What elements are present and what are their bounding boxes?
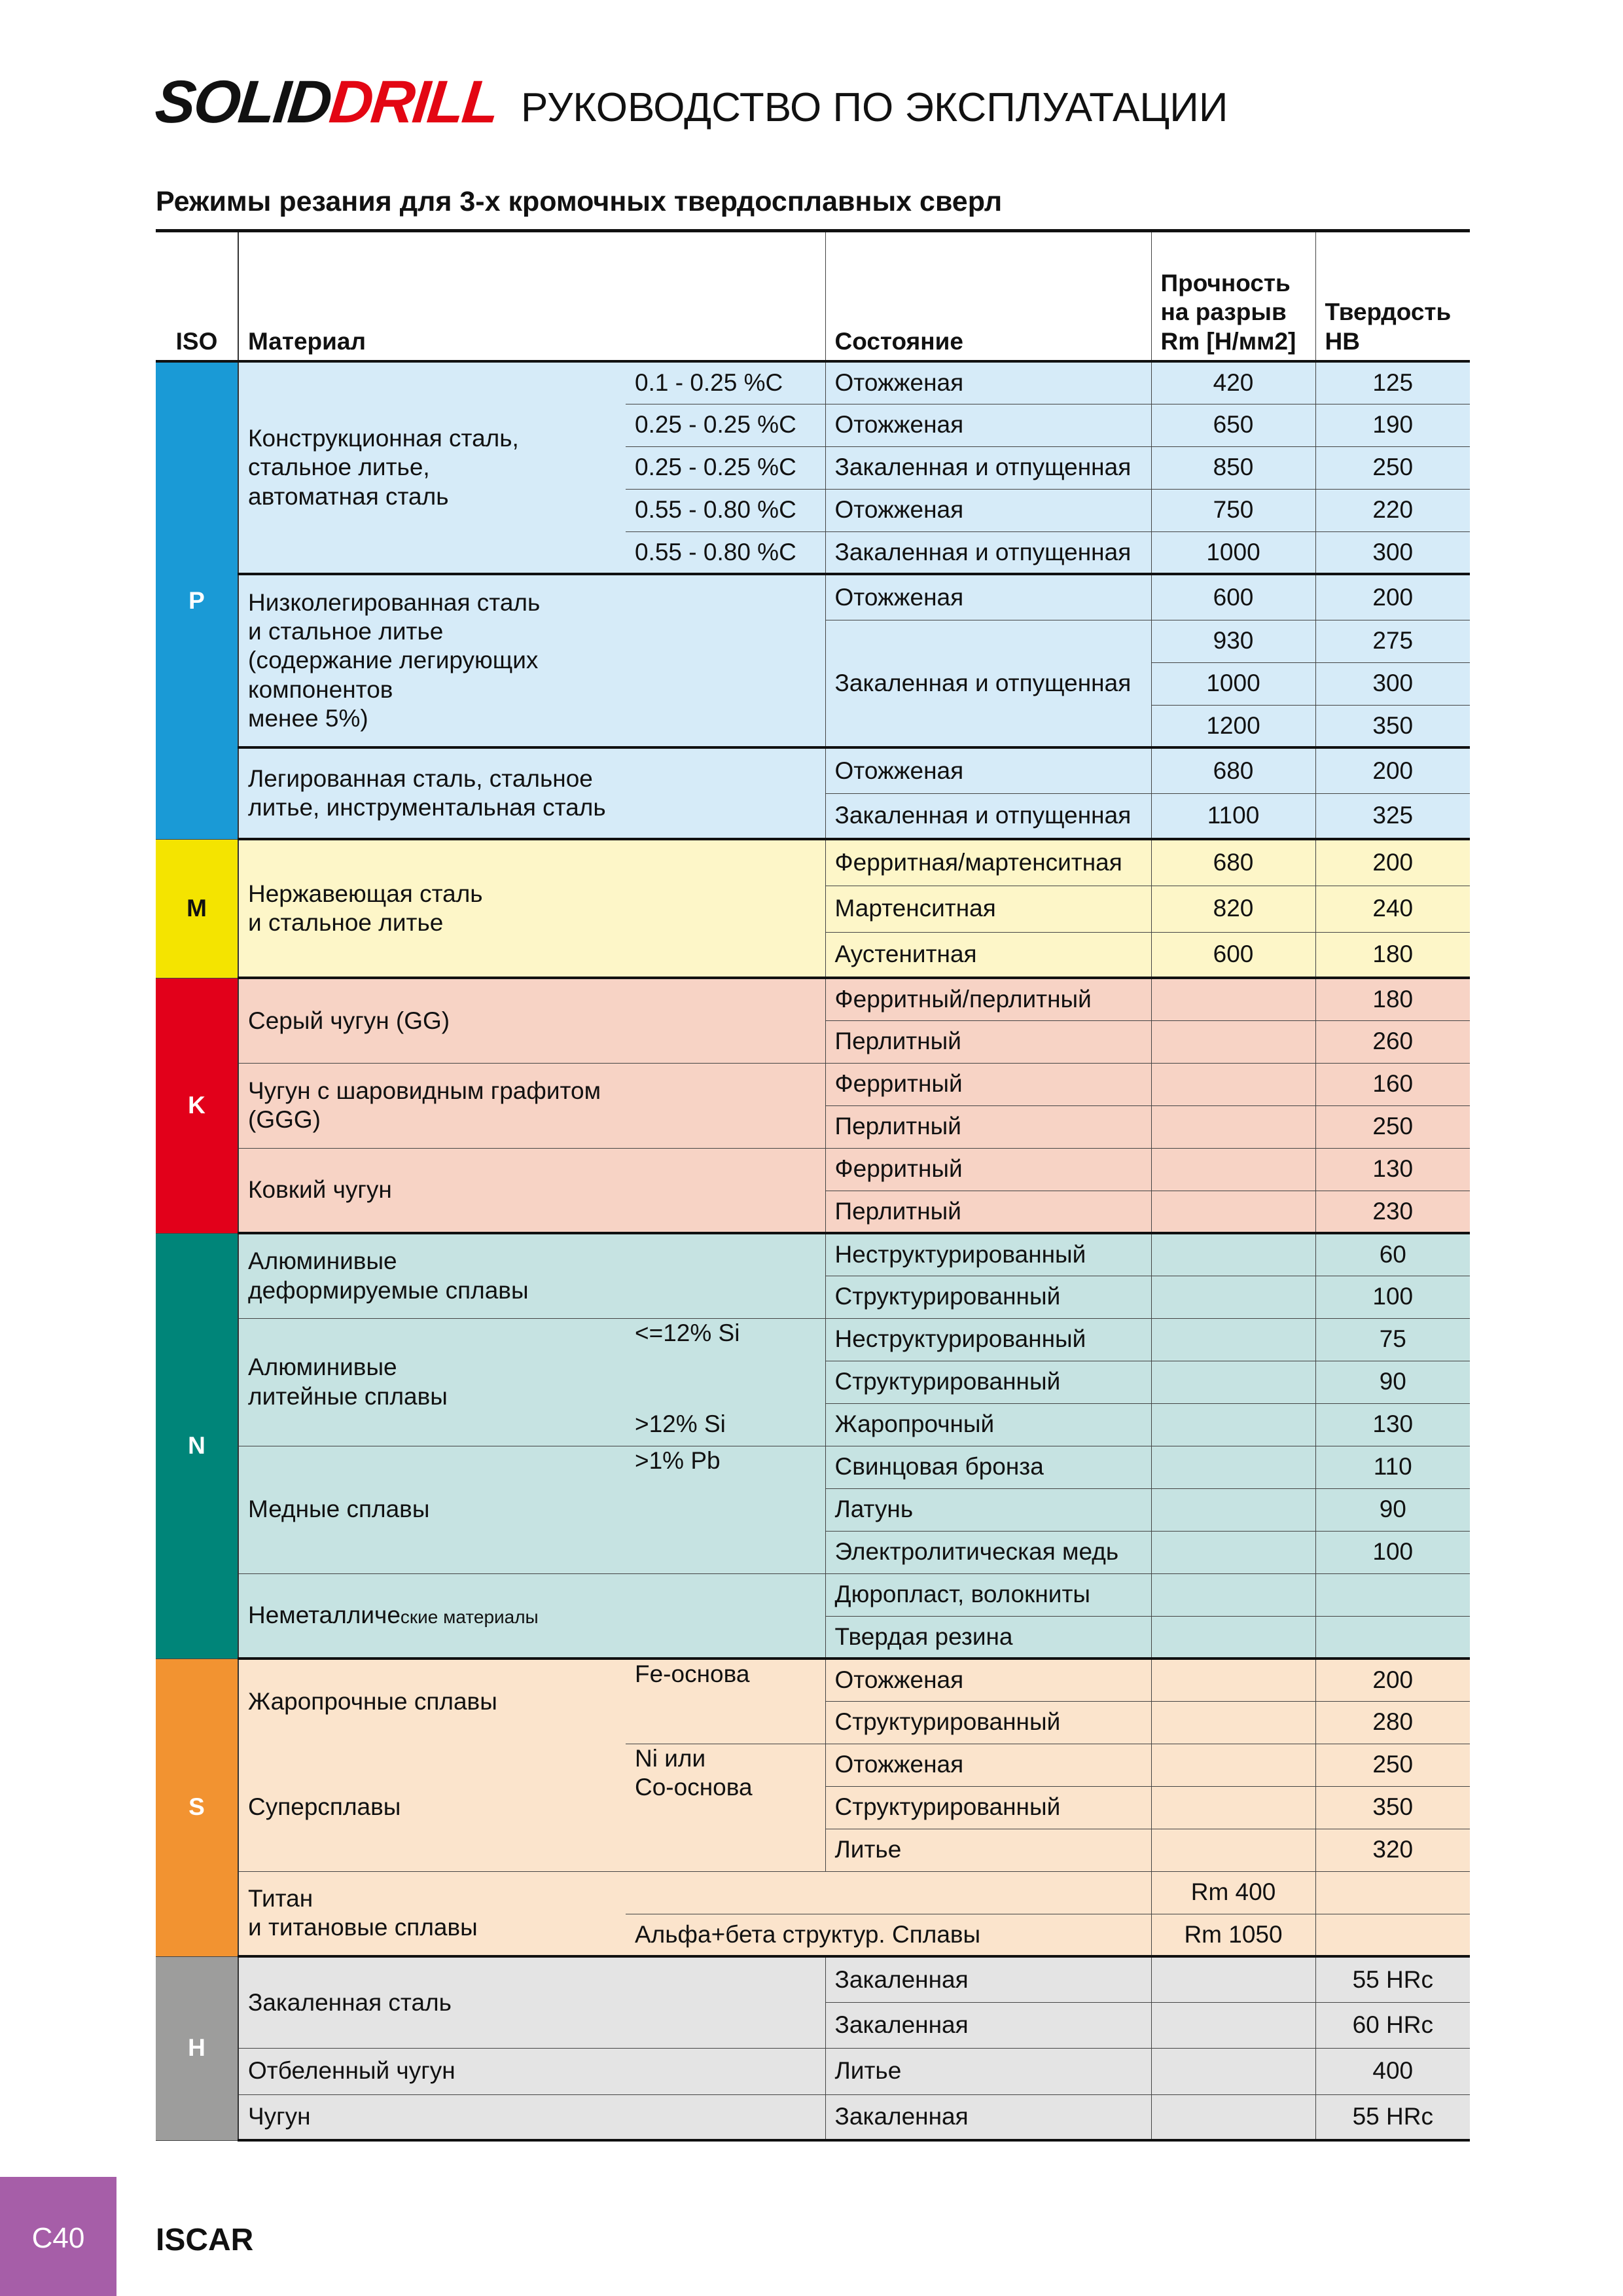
state-cell: Жаропрочный	[825, 1403, 1151, 1446]
hb-cell: 200	[1315, 1659, 1470, 1701]
rm-cell: 1000	[1151, 531, 1315, 574]
material-line: Легированная сталь, стальное	[248, 764, 593, 792]
state-cell: Мартенситная	[825, 886, 1151, 932]
state-cell: Дюропласт, волокниты	[825, 1573, 1151, 1616]
cutting-modes-table	[156, 232, 1470, 2142]
material-line: (GGG)	[248, 1106, 321, 1133]
carbon-range: 0.1 - 0.25 %C	[626, 361, 825, 404]
material-non-metallic	[238, 1573, 825, 1659]
hb-cell: 55 HRc	[1315, 1956, 1470, 2002]
rm-cell: 600	[1151, 932, 1315, 978]
state-cell: Ферритная/мартенситная	[825, 839, 1151, 886]
iso-h-cell: H	[156, 1956, 238, 2140]
state-cell: Отожженая	[825, 574, 1151, 620]
state-cell: Закаленная	[825, 2094, 1151, 2140]
header-state: Состояние	[825, 232, 1151, 361]
base-fe: Fe-основа	[626, 1659, 825, 1744]
state-cell: Структурированный	[825, 1701, 1151, 1744]
iso-p-cell: P	[156, 361, 238, 839]
state-cell: Отожженая	[825, 1659, 1151, 1701]
material-alloy-steel	[238, 747, 825, 839]
rm-cell: 930	[1151, 620, 1315, 662]
rm-cell: 1100	[1151, 793, 1315, 839]
iso-m-cell: M	[156, 839, 238, 978]
rm-cell	[1151, 1361, 1315, 1403]
rm-cell	[1151, 1191, 1315, 1233]
hb-cell: 240	[1315, 886, 1470, 932]
rm-cell	[1151, 1276, 1315, 1318]
rm-cell	[1151, 1531, 1315, 1573]
rm-cell	[1151, 1659, 1315, 1701]
header-strength-line3: Rm [Н/мм2]	[1160, 327, 1296, 355]
rm-cell	[1151, 1063, 1315, 1105]
header-iso: ISO	[156, 232, 238, 361]
material-ductile-iron	[238, 1063, 825, 1148]
table-row	[156, 1659, 1470, 1701]
table-row	[156, 1318, 1470, 1361]
material-line: (содержание легирующих	[248, 647, 539, 674]
table-row	[156, 1573, 1470, 1616]
material-hardened-steel: Закаленная сталь	[238, 1956, 825, 2048]
state-cell: Неструктурированный	[825, 1318, 1151, 1361]
table-row	[156, 1148, 1470, 1191]
table-row	[156, 839, 1470, 886]
hb-cell: 350	[1315, 1786, 1470, 1829]
rm-cell	[1151, 1318, 1315, 1361]
state-cell: Твердая резина	[825, 1616, 1151, 1659]
state-cell: Перлитный	[825, 1105, 1151, 1148]
rm-cell: Rm 1050	[1151, 1914, 1315, 1956]
state-cell: Закаленная	[825, 2002, 1151, 2048]
material-name-small: ские материалы	[400, 1607, 539, 1628]
state-cell: Закаленная и отпущенная	[825, 446, 1151, 489]
carbon-range: 0.55 - 0.80 %C	[626, 531, 825, 574]
hb-cell: 180	[1315, 932, 1470, 978]
iso-s-cell: S	[156, 1659, 238, 1956]
base-ni-co	[626, 1744, 825, 1871]
material-titanium	[238, 1871, 626, 1956]
hb-cell: 60	[1315, 1233, 1470, 1276]
hb-cell	[1315, 1616, 1470, 1659]
material-structural-steel	[238, 361, 626, 574]
hb-cell: 230	[1315, 1191, 1470, 1233]
rm-cell	[1151, 1233, 1315, 1276]
material-grey-cast-iron: Серый чугун (GG)	[238, 978, 825, 1063]
state-cell: Ферритный/перлитный	[825, 978, 1151, 1020]
base-line: Ni или	[635, 1744, 706, 1772]
material-line: Алюминивые	[248, 1247, 397, 1275]
state-cell: Закаленная	[825, 1956, 1151, 2002]
rm-cell	[1151, 1701, 1315, 1744]
rm-cell: 680	[1151, 747, 1315, 793]
state-cell: Структурированный	[825, 1361, 1151, 1403]
header-strength	[1151, 232, 1315, 361]
hb-cell: 280	[1315, 1701, 1470, 1744]
state-cell: Закаленная и отпущенная	[825, 793, 1151, 839]
rm-cell: 750	[1151, 489, 1315, 531]
table-row	[156, 1744, 1470, 1786]
table-row	[156, 978, 1470, 1020]
hb-cell: 130	[1315, 1403, 1470, 1446]
carbon-range: 0.55 - 0.80 %C	[626, 489, 825, 531]
state-cell: Электролитическая медь	[825, 1531, 1151, 1573]
rm-cell: 420	[1151, 361, 1315, 404]
rm-cell: Rm 400	[1151, 1871, 1315, 1914]
material-name-main: Неметалличе	[248, 1602, 401, 1629]
rm-cell	[1151, 2048, 1315, 2094]
hb-cell: 320	[1315, 1829, 1470, 1871]
rm-cell	[1151, 1956, 1315, 2002]
rm-cell	[1151, 1020, 1315, 1063]
hb-cell: 75	[1315, 1318, 1470, 1361]
hb-cell	[1315, 1871, 1470, 1914]
page-header	[152, 60, 1228, 135]
table-row	[156, 574, 1470, 620]
state-cell: Аустенитная	[825, 932, 1151, 978]
hb-cell: 400	[1315, 2048, 1470, 2094]
state-cell: Структурированный	[825, 1276, 1151, 1318]
hb-cell: 220	[1315, 489, 1470, 531]
solid-drill-logo	[152, 69, 501, 135]
rm-cell	[1151, 1148, 1315, 1191]
material-line: автоматная сталь	[248, 482, 449, 510]
rm-cell	[1151, 978, 1315, 1020]
si-content: <=12% Si	[626, 1318, 825, 1403]
material-low-alloy-steel	[238, 574, 825, 747]
rm-cell: 820	[1151, 886, 1315, 932]
material-cast-iron: Чугун	[238, 2094, 825, 2140]
table-row	[156, 1233, 1470, 1276]
rm-cell: 650	[1151, 404, 1315, 446]
hb-cell: 325	[1315, 793, 1470, 839]
hb-cell: 300	[1315, 662, 1470, 705]
material-line: Нержавеющая сталь	[248, 880, 483, 907]
table-row	[156, 361, 1470, 404]
hb-cell: 350	[1315, 705, 1470, 747]
hb-cell: 250	[1315, 1105, 1470, 1148]
hb-cell: 100	[1315, 1276, 1470, 1318]
state-cell: Ферритный	[825, 1148, 1151, 1191]
hb-cell: 110	[1315, 1446, 1470, 1488]
alpha-beta-label: Альфа+бета структур. Сплавы	[626, 1914, 1151, 1956]
rm-cell: 1200	[1151, 705, 1315, 747]
state-cell: Закаленная и отпущенная	[825, 620, 1151, 747]
page-number: C40	[31, 2222, 85, 2254]
state-cell: Литье	[825, 1829, 1151, 1871]
iso-k-cell: K	[156, 978, 238, 1233]
state-cell: Перлитный	[825, 1020, 1151, 1063]
material-superalloys: Суперсплавы	[238, 1744, 626, 1871]
titanium-blank	[626, 1871, 1151, 1914]
hb-cell: 250	[1315, 446, 1470, 489]
rm-cell: 680	[1151, 839, 1315, 886]
rm-cell	[1151, 1403, 1315, 1446]
material-line: и титановые сплавы	[248, 1914, 478, 1941]
state-cell: Перлитный	[825, 1191, 1151, 1233]
hb-cell: 300	[1315, 531, 1470, 574]
rm-cell	[1151, 1573, 1315, 1616]
pb-content: >1% Pb	[626, 1446, 825, 1573]
rm-cell	[1151, 1616, 1315, 1659]
hb-cell	[1315, 1573, 1470, 1616]
si-content: >12% Si	[626, 1403, 825, 1446]
material-line: менее 5%)	[248, 705, 368, 732]
hb-cell: 90	[1315, 1361, 1470, 1403]
section-title: Режимы резания для 3-х кромочных твердосплавных сверл	[156, 186, 1003, 217]
hb-cell: 125	[1315, 361, 1470, 404]
material-chilled-cast-iron: Отбеленный чугун	[238, 2048, 825, 2094]
table-row	[156, 2094, 1470, 2140]
carbon-range: 0.25 - 0.25 %C	[626, 446, 825, 489]
material-line: деформируемые сплавы	[248, 1276, 529, 1304]
hb-cell: 200	[1315, 839, 1470, 886]
rm-cell	[1151, 1446, 1315, 1488]
rm-cell: 600	[1151, 574, 1315, 620]
hb-cell: 200	[1315, 574, 1470, 620]
state-cell: Структурированный	[825, 1786, 1151, 1829]
carbon-range: 0.25 - 0.25 %C	[626, 404, 825, 446]
header-hardness-line2: HB	[1325, 327, 1360, 355]
state-cell: Отожженая	[825, 361, 1151, 404]
header-hardness-line1: Твердость	[1325, 298, 1452, 326]
rm-cell: 1000	[1151, 662, 1315, 705]
hb-cell: 250	[1315, 1744, 1470, 1786]
material-line: Конструкционная сталь,	[248, 424, 519, 452]
rm-cell	[1151, 1488, 1315, 1531]
rm-cell	[1151, 2094, 1315, 2140]
rm-cell	[1151, 2002, 1315, 2048]
state-cell: Свинцовая бронза	[825, 1446, 1151, 1488]
material-heat-resistant-alloys: Жаропрочные сплавы	[238, 1659, 626, 1744]
table-row	[156, 1871, 1470, 1914]
state-cell: Ферритный	[825, 1063, 1151, 1105]
hb-cell: 100	[1315, 1531, 1470, 1573]
logo-solid: SOLID	[152, 69, 334, 135]
state-cell: Латунь	[825, 1488, 1151, 1531]
logo-drill: DRILL	[326, 69, 501, 135]
hb-cell: 60 HRc	[1315, 2002, 1470, 2048]
hb-cell	[1315, 1914, 1470, 1956]
material-line: компонентов	[248, 675, 393, 703]
material-line: и стальное литье	[248, 909, 444, 936]
header-strength-line1: Прочность	[1160, 269, 1291, 296]
header-hardness	[1315, 232, 1470, 361]
table-row	[156, 1956, 1470, 2002]
header-material: Материал	[238, 232, 825, 361]
hb-cell: 90	[1315, 1488, 1470, 1531]
hb-cell: 180	[1315, 978, 1470, 1020]
brand-footer: ISCAR	[156, 2223, 254, 2257]
state-cell: Неструктурированный	[825, 1233, 1151, 1276]
table-row	[156, 2048, 1470, 2094]
hb-cell: 55 HRc	[1315, 2094, 1470, 2140]
table-row	[156, 1446, 1470, 1488]
manual-title: РУКОВОДСТВО ПО ЭКСПЛУАТАЦИИ	[520, 85, 1228, 130]
state-cell: Отожженая	[825, 404, 1151, 446]
material-cast-aluminium	[238, 1318, 626, 1446]
hb-cell: 190	[1315, 404, 1470, 446]
rm-cell: 850	[1151, 446, 1315, 489]
state-cell: Отожженая	[825, 747, 1151, 793]
hb-cell: 200	[1315, 747, 1470, 793]
hb-cell: 160	[1315, 1063, 1470, 1105]
rm-cell	[1151, 1829, 1315, 1871]
material-copper-alloys: Медные сплавы	[238, 1446, 626, 1573]
header-strength-line2: на разрыв	[1160, 298, 1287, 326]
material-malleable-iron: Ковкий чугун	[238, 1148, 825, 1233]
table-header-row	[156, 232, 1470, 361]
state-cell: Отожженая	[825, 1744, 1151, 1786]
rm-cell	[1151, 1786, 1315, 1829]
material-line: и стальное литье	[248, 617, 444, 645]
material-stainless-steel	[238, 839, 825, 978]
material-line: Титан	[248, 1884, 313, 1912]
hb-cell: 260	[1315, 1020, 1470, 1063]
base-line: Co-основа	[635, 1773, 753, 1801]
material-line: Низколегированная сталь	[248, 588, 541, 616]
rm-cell	[1151, 1105, 1315, 1148]
iso-n-cell: N	[156, 1233, 238, 1659]
state-cell: Закаленная и отпущенная	[825, 531, 1151, 574]
material-line: литейные сплавы	[248, 1382, 448, 1410]
rm-cell	[1151, 1744, 1315, 1786]
material-wrought-aluminium	[238, 1233, 825, 1318]
hb-cell: 275	[1315, 620, 1470, 662]
material-line: стальное литье,	[248, 454, 430, 481]
material-line: Чугун с шаровидным графитом	[248, 1077, 601, 1104]
state-cell: Литье	[825, 2048, 1151, 2094]
table-row	[156, 1063, 1470, 1105]
material-line: Алюминивые	[248, 1354, 397, 1381]
table-row	[156, 747, 1470, 793]
hb-cell: 130	[1315, 1148, 1470, 1191]
material-line: литье, инструментальная сталь	[248, 794, 606, 821]
state-cell: Отожженая	[825, 489, 1151, 531]
